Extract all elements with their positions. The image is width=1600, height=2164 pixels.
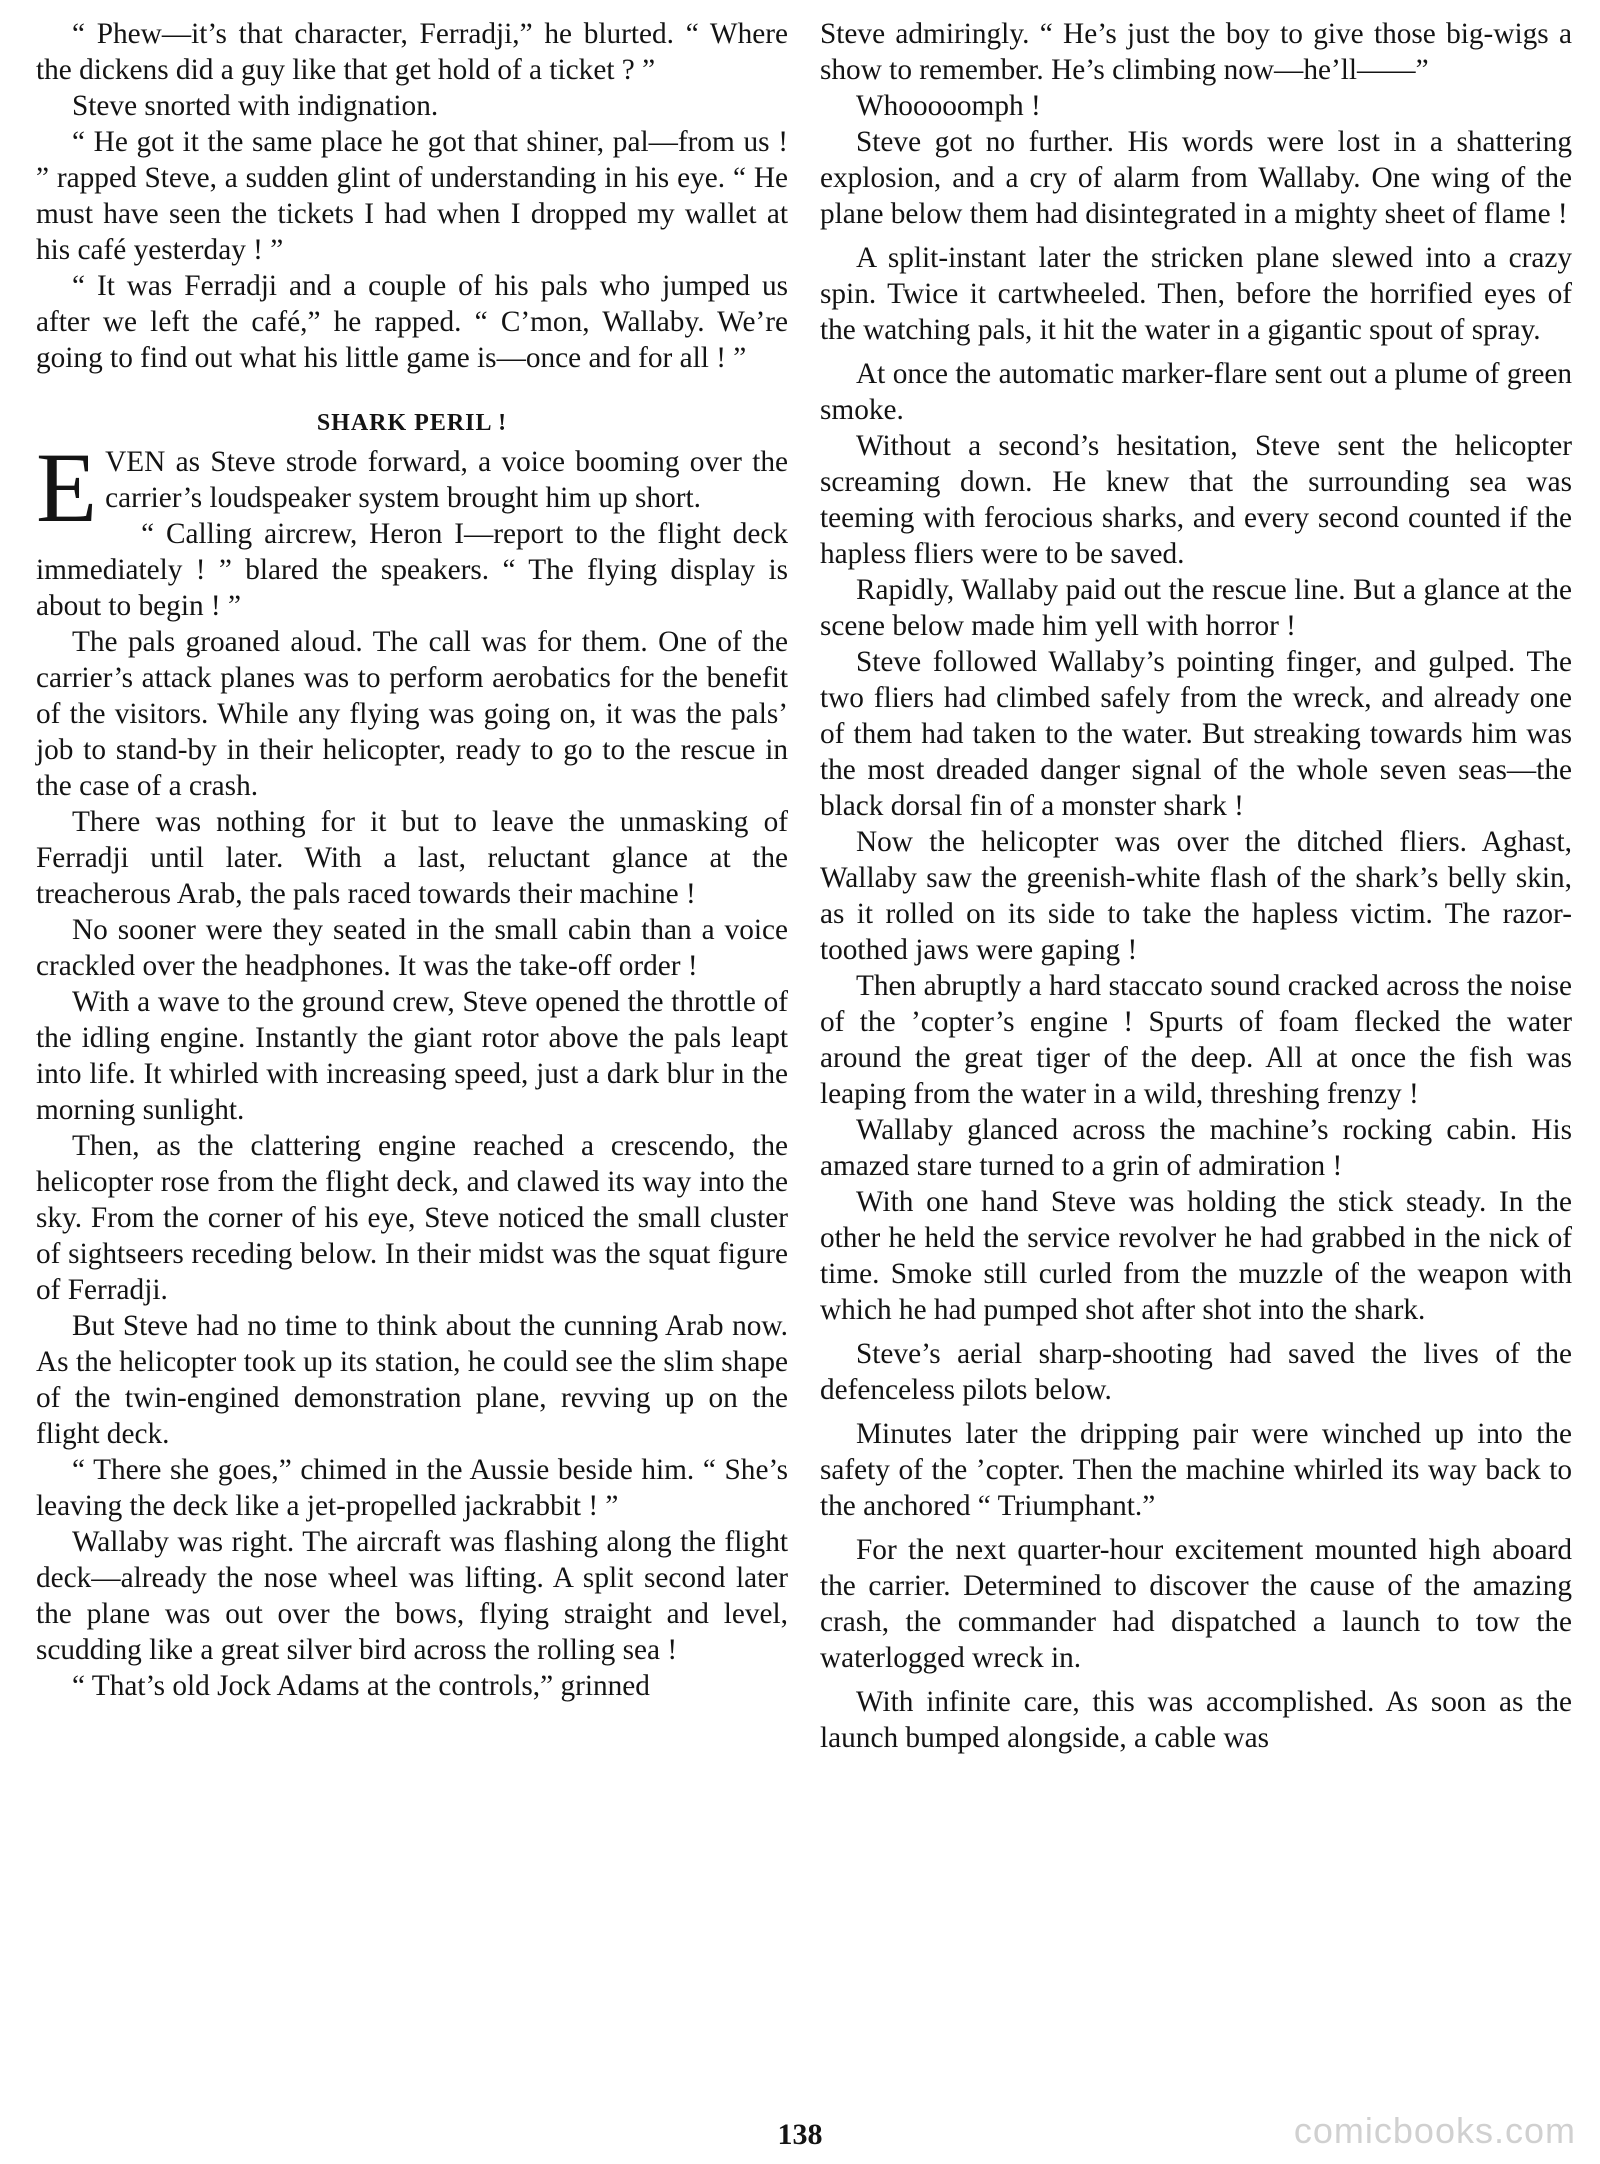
story-paragraph: “ Calling aircrew, Heron I—report to the flight deck immediately ! ” blared the speakers. “ The flying display is about to begin ! ”: [36, 518, 788, 622]
story-paragraph: “ It was Ferradji and a couple of his pals who jumped us after we left the café,” he rapped. “ C’mon, Wallaby. We’re going to find out what his little game is—once and for all ! ”: [36, 270, 788, 374]
story-paragraph: No sooner were they seated in the small cabin than a voice crackled over the headphones. It was the take-off order !: [36, 914, 788, 982]
story-paragraph: The pals groaned aloud. The call was for them. One of the carrier’s attack planes was to perform aerobatics for the benefit of the visitors. While any flying was going on, it was the pals’ job to stand-by in their helicopter, ready to go to the rescue in the case of a crash.: [36, 626, 788, 802]
story-paragraph: “ Phew—it’s that character, Ferradji,” he blurted. “ Where the dickens did a guy like that get hold of a ticket ? ”: [36, 18, 788, 86]
story-paragraph: A split-instant later the stricken plane slewed into a crazy spin. Twice it cartwheeled. Then, before the horrified eyes of the watching pals, it hit the water in a gigantic spout of spray.: [820, 242, 1572, 346]
dropcap-paragraph: [36, 432, 788, 543]
story-paragraph: At once the automatic marker-flare sent out a plume of green smoke.: [820, 358, 1572, 426]
drop-cap-letter: E: [36, 432, 98, 543]
story-paragraph: “ There she goes,” chimed in the Aussie beside him. “ She’s leaving the deck like a jet-propelled jackrabbit ! ”: [36, 1454, 788, 1522]
story-paragraph: Wallaby glanced across the machine’s rocking cabin. His amazed stare turned to a grin of admiration !: [820, 1114, 1572, 1182]
story-paragraph: With a wave to the ground crew, Steve opened the throttle of the idling engine. Instantly the giant rotor above the pals leapt into life. It whirled with increasing speed, just a dark blur in the morning sunlight.: [36, 986, 788, 1126]
story-paragraph: With one hand Steve was holding the stick steady. In the other he held the service revolver he had grabbed in the nick of time. Smoke still curled from the muzzle of the weapon with which he had pumped shot after shot into the shark.: [820, 1186, 1572, 1326]
story-paragraph: There was nothing for it but to leave the unmasking of Ferradji until later. With a last, reluctant glance at the treacherous Arab, the pals raced towards their machine !: [36, 806, 788, 910]
story-paragraph: “ That’s old Jock Adams at the controls,” grinned: [72, 1670, 650, 1702]
section-heading: SHARK PERIL !: [316, 410, 508, 436]
story-paragraph: For the next quarter-hour excitement mounted high aboard the carrier. Determined to discover the cause of the amazing crash, the commander had dispatched a launch to tow the waterlogged wreck in.: [820, 1534, 1572, 1674]
left-column: [36, 16, 788, 1704]
watermark: comicbooks.com: [1293, 2110, 1576, 2151]
page-number: 138: [777, 2118, 823, 2151]
right-column: [820, 16, 1572, 1756]
story-paragraph: Steve snorted with indignation.: [72, 90, 439, 122]
story-paragraph: Steve got no further. His words were lost in a shattering explosion, and a cry of alarm from Wallaby. One wing of the plane below them had disintegrated in a mighty sheet of flame !: [820, 126, 1572, 230]
story-paragraph: Wallaby was right. The aircraft was flashing along the flight deck—already the nose wheel was lifting. A split second later the plane was out over the bows, flying straight and level, scudding like a great silver bird across the rolling sea !: [36, 1526, 788, 1666]
story-paragraph: With infinite care, this was accomplished. As soon as the launch bumped alongside, a cable was: [820, 1686, 1572, 1754]
story-paragraph: “ He got it the same place he got that shiner, pal—from us ! ” rapped Steve, a sudden glint of understanding in his eye. “ He must have seen the tickets I had when I dropped my wallet at his café yesterday ! ”: [36, 126, 788, 266]
story-paragraph: Then abruptly a hard staccato sound cracked across the noise of the ’copter’s engine ! Spurts of foam flecked the water around the great tiger of the deep. All at once the fish was leaping from the water in a wild, threshing frenzy !: [820, 970, 1572, 1110]
story-paragraph: Minutes later the dripping pair were winched up into the safety of the ’copter. Then the machine whirled its way back to the anchored “ Triumphant.”: [820, 1418, 1572, 1522]
story-paragraph: Without a second’s hesitation, Steve sent the helicopter screaming down. He knew that the surrounding sea was teeming with ferocious sharks, and every second counted if the hapless fliers were to be saved.: [820, 430, 1572, 570]
story-paragraph: Then, as the clattering engine reached a crescendo, the helicopter rose from the flight deck, and clawed its way into the sky. From the corner of his eye, Steve noticed the small cluster of sightseers receding below. In their midst was the squat figure of Ferradji.: [36, 1130, 788, 1306]
continued-paragraph: Steve admiringly. “ He’s just the boy to give those big-wigs a show to remember. He’s climbing now—he’ll——”: [820, 18, 1572, 86]
story-paragraph: But Steve had no time to think about the cunning Arab now. As the helicopter took up its station, he could see the slim shape of the twin-engined demonstration plane, revving up on the flight deck.: [36, 1310, 788, 1450]
story-paragraph: Steve followed Wallaby’s pointing finger, and gulped. The two fliers had climbed safely from the wreck, and already one of them had taken to the water. But streaking towards him was the most dreaded danger signal of the whole seven seas—the black dorsal fin of a monster shark !: [820, 646, 1572, 822]
story-paragraph: Whooooomph !: [856, 90, 1041, 122]
story-paragraph: Now the helicopter was over the ditched fliers. Aghast, Wallaby saw the greenish-white flash of the shark’s belly skin, as it rolled on its side to take the hapless victim. The razor-toothed jaws were gaping !: [820, 826, 1572, 966]
dropcap-paragraph-text: VEN as Steve strode forward, a voice booming over the carrier’s loudspeaker system brought him up short.: [105, 446, 788, 514]
story-paragraph: Rapidly, Wallaby paid out the rescue line. But a glance at the scene below made him yell with horror !: [820, 574, 1572, 642]
story-paragraph: Steve’s aerial sharp-shooting had saved the lives of the defenceless pilots below.: [820, 1338, 1572, 1406]
